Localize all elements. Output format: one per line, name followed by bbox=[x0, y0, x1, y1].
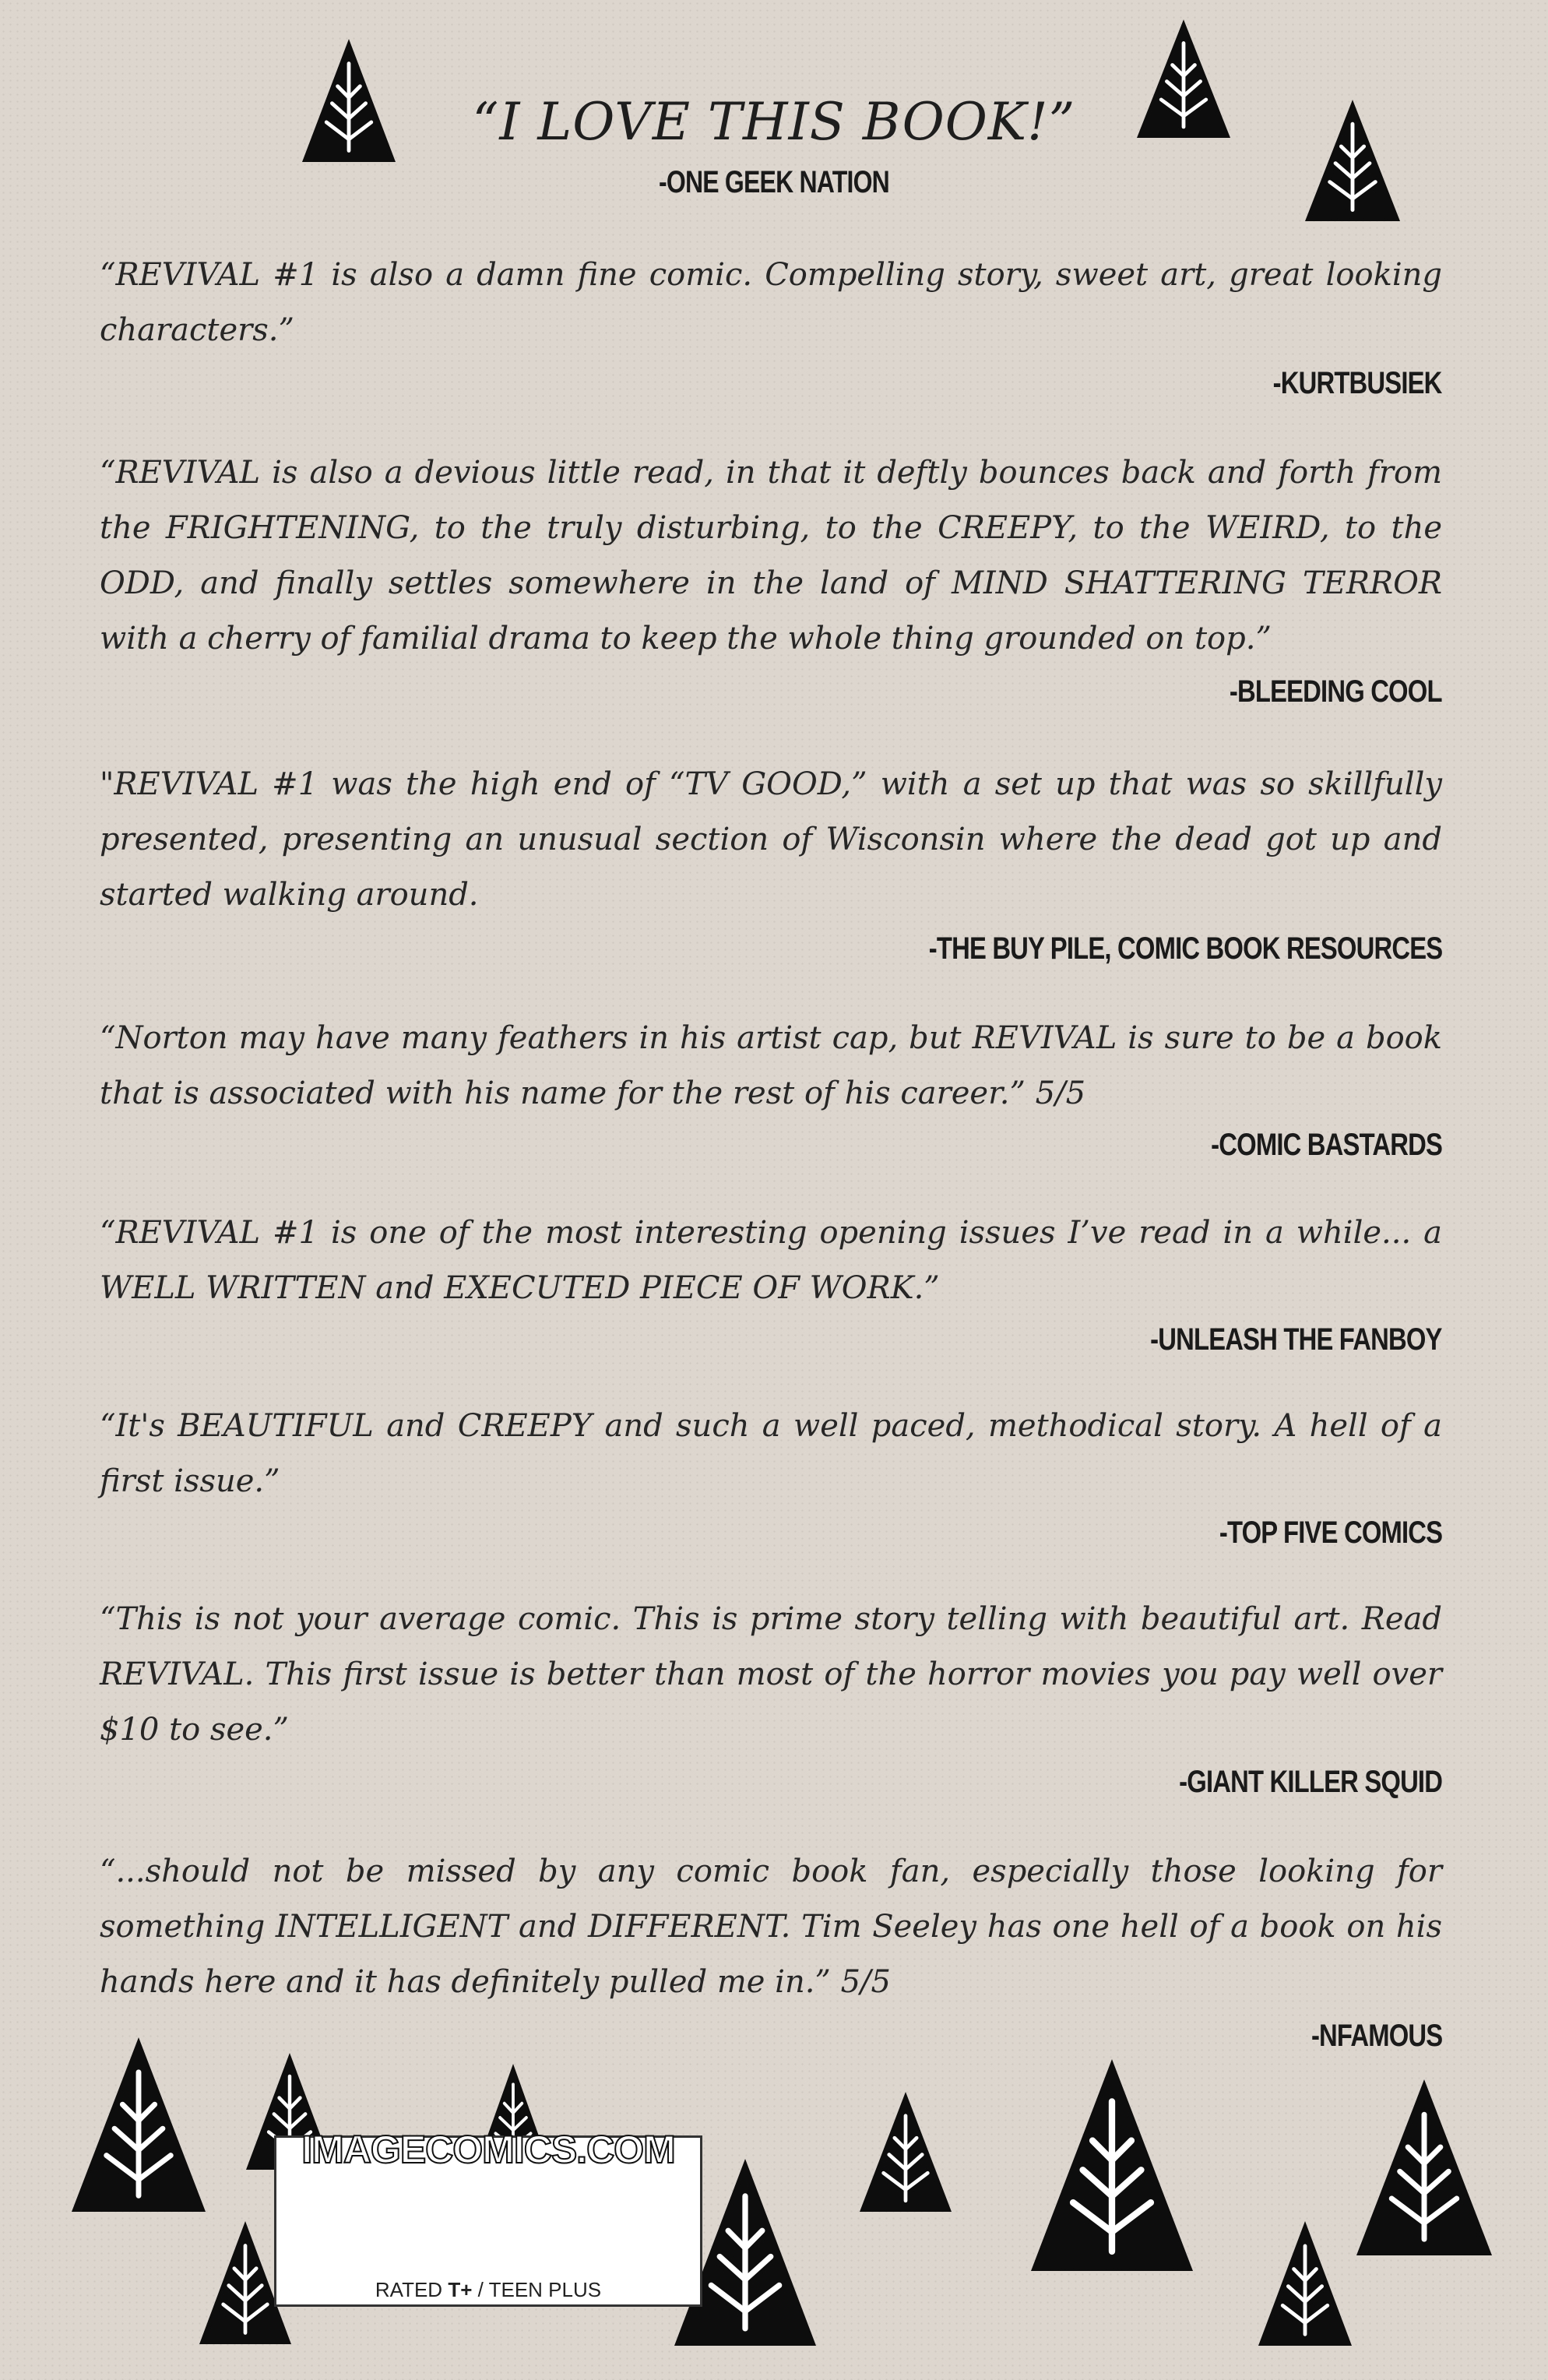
review-quote: “REVIVAL #1 is one of the most interesting opening issues I’ve read in a while... a WELL WRITTEN and EXECUTED PIECE OF WORK.” bbox=[100, 1215, 1442, 1306]
review-quote: “It's BEAUTIFUL and CREEPY and such a well paced, methodical story. A hell of a first issue.” bbox=[100, 1408, 1442, 1499]
review-quote: “REVIVAL #1 is also a damn fine comic. Compelling story, sweet art, great looking characters.” bbox=[100, 257, 1442, 348]
rating-code: T+ bbox=[448, 2278, 473, 2301]
rating-label bbox=[274, 2278, 702, 2302]
review-source: -COMIC BASTARDS bbox=[1211, 1128, 1442, 1162]
review-source: -KURTBUSIEK bbox=[1273, 366, 1442, 400]
headline-source: -ONE GEEK NATION bbox=[659, 165, 889, 199]
review-source: -THE BUY PILE, COMIC BOOK RESOURCES bbox=[928, 931, 1442, 966]
pine-tree-icon bbox=[72, 2037, 206, 2212]
review-quote: “This is not your average comic. This is prime story telling with beautiful art. Read REVIVAL. This first issue is better than most of the horror movies you pay well over $10 to see.” bbox=[100, 1601, 1442, 1748]
site-url: IMAGECOMICS.COM bbox=[301, 2128, 675, 2171]
pine-tree-icon bbox=[1258, 2221, 1352, 2346]
review-source: -UNLEASH THE FANBOY bbox=[1150, 1322, 1442, 1357]
pine-tree-icon bbox=[860, 2092, 952, 2212]
review-quote: “...should not be missed by any comic book fan, especially those looking for something INTELLIGENT and DIFFERENT. Tim Seeley has one hell of a book on his hands here and it has definitely pulled me in.” 5/5 bbox=[100, 1854, 1442, 2000]
pine-tree-icon bbox=[1356, 2079, 1492, 2255]
rating-suffix: / TEEN PLUS bbox=[477, 2278, 602, 2301]
review-source: -NFAMOUS bbox=[1311, 2019, 1442, 2053]
rating-prefix: RATED bbox=[375, 2278, 443, 2301]
review-source: -GIANT KILLER SQUID bbox=[1179, 1765, 1442, 1799]
review-source: -BLEEDING COOL bbox=[1230, 674, 1442, 709]
review-quote: “Norton may have many feathers in his artist cap, but REVIVAL is sure to be a book that is associated with his name for the rest of his career.” 5/5 bbox=[100, 1020, 1442, 1111]
pine-tree-icon bbox=[1031, 2059, 1193, 2271]
headline-quote: “I LOVE THIS BOOK!” bbox=[472, 92, 1076, 152]
review-source: -TOP FIVE COMICS bbox=[1219, 1516, 1442, 1550]
review-quote: “REVIVAL is also a devious little read, in that it deftly bounces back and forth from the FRIGHTENING, to the truly disturbing, to the CREEPY, to the WEIRD, to the ODD, and finally settles somewhere in the land of MIND SHATTERING TERROR with a cherry of familial drama to keep the whole thing grounded on top.” bbox=[100, 455, 1442, 657]
review-quote: "REVIVAL #1 was the high end of “TV GOOD,” with a set up that was so skillfully presented, presenting an unusual section of Wisconsin where the dead got up and started walking around. bbox=[100, 766, 1442, 913]
